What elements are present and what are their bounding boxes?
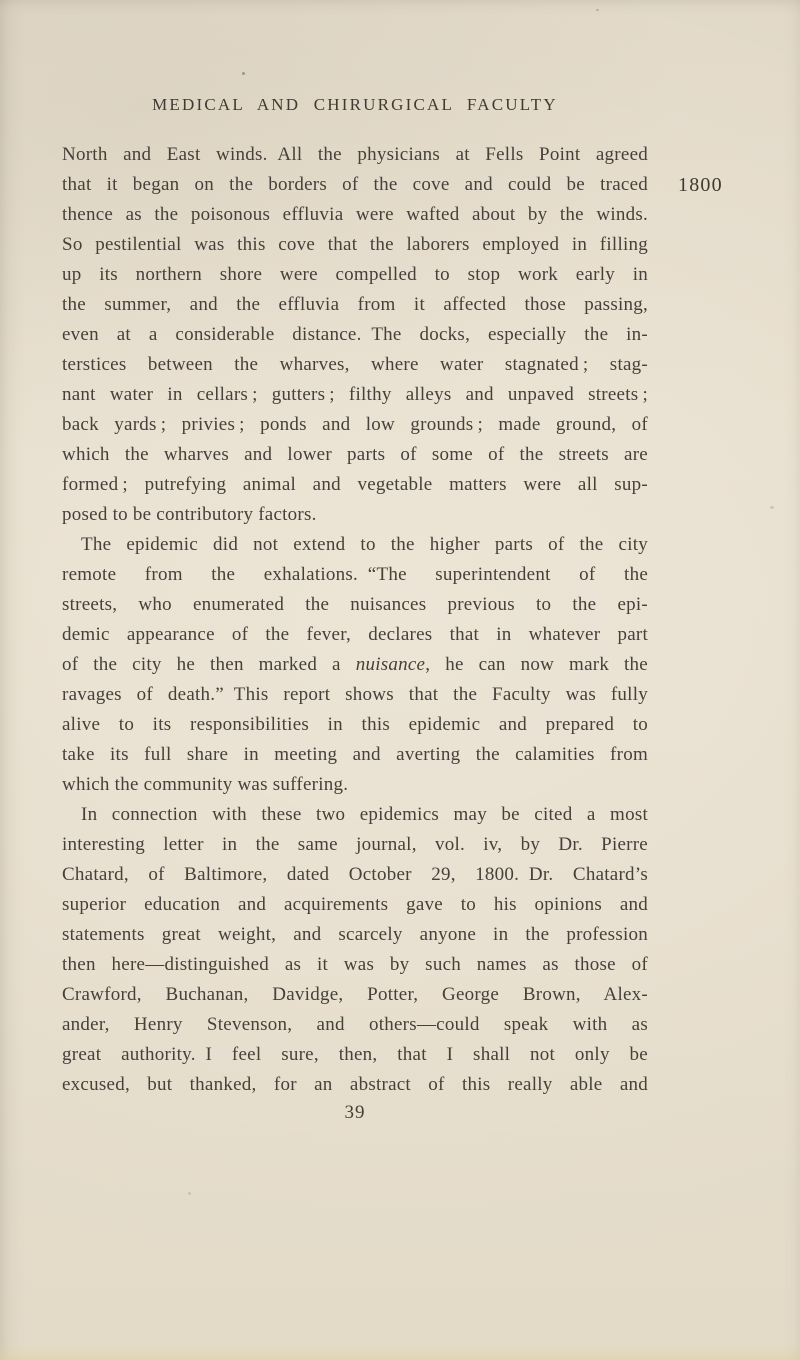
text-line: thence as the poisonous effluvia were wafted about by the winds. [62,204,648,225]
text-line: which the community was suffering. [62,774,349,795]
text-line: streets, who enumerated the nuisances previous to the epi- [62,594,648,615]
page-body [62,140,648,1100]
text-line: remote from the exhalations. “The superintendent of the [62,564,648,585]
paper-speck [188,1192,191,1195]
text-line: statements great weight, and scarcely anyone in the profession [62,924,648,945]
text-line: then here—distinguished as it was by such names as those of [62,954,648,975]
text-line: formed ; putrefying animal and vegetable matters were all sup- [62,474,648,495]
text-line: which the wharves and lower parts of some of the streets are [62,444,648,465]
text-line: demic appearance of the fever, declares that in whatever part [62,624,648,645]
text-line: the summer, and the effluvia from it affected those passing, [62,294,648,315]
running-head: MEDICAL AND CHIRURGICAL FACULTY [152,95,558,114]
text-line: ravages of death.” This report shows that the Faculty was fully [62,684,648,705]
text-line: In connection with these two epidemics may be cited a most [81,804,648,825]
margin-year-note: 1800 [678,174,723,196]
text-line: The epidemic did not extend to the higher parts of the city [81,534,648,555]
text-line: excused, but thanked, for an abstract of this really able and [62,1074,648,1095]
text-line: Chatard, of Baltimore, dated October 29, 1800. Dr. Chatard’s [62,864,648,885]
paper-speck [770,506,774,509]
text-line: that it began on the borders of the cove and could be traced [62,174,648,195]
text-line: great authority. I feel sure, then, that I shall not only be [62,1044,648,1065]
text-line: Crawford, Buchanan, Davidge, Potter, George Brown, Alex- [62,984,648,1005]
text-line: even at a considerable distance. The docks, especially the in- [62,324,648,345]
text-line: alive to its responsibilities in this epidemic and prepared to [62,714,648,735]
paper-speck [242,72,245,75]
text-line: superior education and acquirements gave to his opinions and [62,894,648,915]
text-line: up its northern shore were compelled to stop work early in [62,264,648,285]
text-line: North and East winds. All the physicians at Fells Point agreed [62,144,648,165]
text-line: ander, Henry Stevenson, and others—could speak with as [62,1014,648,1035]
page-number: 39 [344,1102,366,1123]
paper-speck [596,9,599,11]
text-line: take its full share in meeting and averting the calamities from [62,744,648,765]
text-line: interesting letter in the same journal, vol. iv, by Dr. Pierre [62,834,648,855]
text-line: terstices between the wharves, where water stagnated ; stag- [62,354,648,375]
text-line: posed to be contributory factors. [62,504,317,525]
text-line: of the city he then marked a nuisance, he can now mark the [62,654,648,675]
text-line: back yards ; privies ; ponds and low grounds ; made ground, of [62,414,648,435]
text-line: nant water in cellars ; gutters ; filthy alleys and unpaved streets ; [62,384,648,405]
italic-text: nuisance [355,654,426,675]
text-line: So pestilential was this cove that the laborers employed in filling [62,234,648,255]
